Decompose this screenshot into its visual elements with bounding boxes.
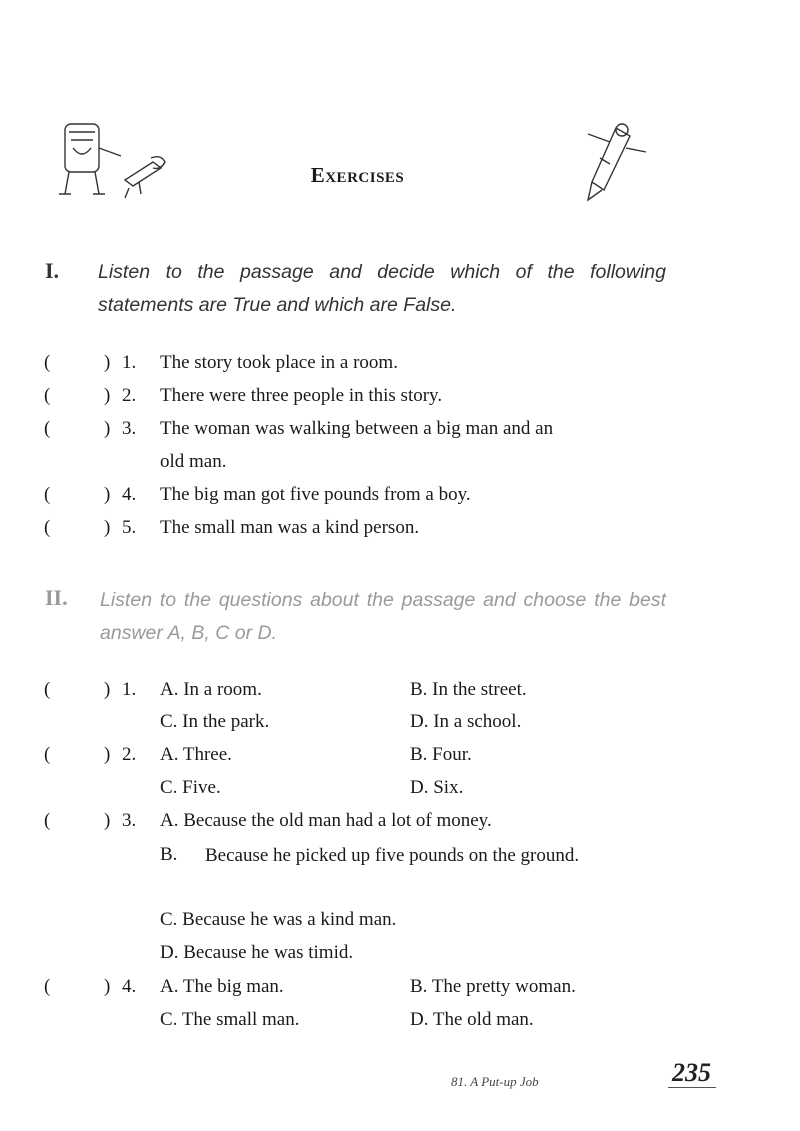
option-a: A. The big man. bbox=[160, 976, 284, 997]
statement-text: There were three people in this story. bbox=[160, 385, 443, 406]
option-c: C. The small man. bbox=[160, 1009, 300, 1030]
item-number: 5. bbox=[122, 517, 137, 538]
answer-blank-open[interactable]: ( bbox=[44, 418, 51, 439]
option-c: C. Because he was a kind man. bbox=[160, 909, 397, 930]
statement-text: The big man got five pounds from a boy. bbox=[160, 484, 471, 505]
answer-blank-open[interactable]: ( bbox=[44, 976, 51, 997]
option-b: B. Four. bbox=[410, 744, 472, 765]
option-b: B. In the street. bbox=[410, 679, 527, 700]
statement-text: The story took place in a room. bbox=[160, 352, 398, 373]
item-number: 3. bbox=[122, 418, 137, 439]
answer-blank-close: ) bbox=[104, 744, 111, 765]
section-1-number: I. bbox=[45, 258, 60, 283]
answer-blank-open[interactable]: ( bbox=[44, 352, 51, 373]
option-a: A. Because the old man had a lot of money. bbox=[160, 810, 492, 831]
option-a: A. In a room. bbox=[160, 679, 262, 700]
option-b-text: Because he picked up five pounds on the ground. bbox=[205, 845, 580, 866]
answer-blank-open[interactable]: ( bbox=[44, 810, 51, 831]
statement-text: The woman was walking between a big man and an bbox=[160, 418, 554, 439]
option-d: D. In a school. bbox=[410, 711, 522, 732]
answer-blank-close: ) bbox=[104, 418, 111, 439]
statement-text: The small man was a kind person. bbox=[160, 517, 420, 538]
page-number-underline bbox=[668, 1087, 716, 1088]
answer-blank-close: ) bbox=[104, 484, 111, 505]
option-b-letter: B. bbox=[160, 844, 178, 865]
answer-blank-open[interactable]: ( bbox=[44, 385, 51, 406]
option-c: C. Five. bbox=[160, 777, 221, 798]
answer-blank-close: ) bbox=[104, 810, 111, 831]
question-number: 4. bbox=[122, 976, 137, 997]
question-number: 3. bbox=[122, 810, 137, 831]
answer-blank-close: ) bbox=[104, 679, 111, 700]
option-a: A. Three. bbox=[160, 744, 232, 765]
statement-text-continued: old man. bbox=[160, 451, 227, 472]
answer-blank-close: ) bbox=[104, 976, 111, 997]
page-number: 235 bbox=[672, 1058, 711, 1087]
section-2-number: II. bbox=[45, 585, 68, 610]
item-number: 4. bbox=[122, 484, 137, 505]
pencil-character-illustration bbox=[578, 118, 656, 206]
answer-blank-close: ) bbox=[104, 517, 111, 538]
answer-blank-open[interactable]: ( bbox=[44, 679, 51, 700]
answer-blank-close: ) bbox=[104, 352, 111, 373]
running-footer-source: 81. A Put-up Job bbox=[451, 1074, 539, 1089]
option-d: D. Six. bbox=[410, 777, 464, 798]
page-title: Exercises bbox=[310, 163, 405, 187]
item-number: 2. bbox=[122, 385, 137, 406]
answer-blank-open[interactable]: ( bbox=[44, 517, 51, 538]
option-b: B. The pretty woman. bbox=[410, 976, 576, 997]
answer-blank-open[interactable]: ( bbox=[44, 484, 51, 505]
answer-blank-close: ) bbox=[104, 385, 111, 406]
question-number: 1. bbox=[122, 679, 137, 700]
option-c: C. In the park. bbox=[160, 711, 270, 732]
question-number: 2. bbox=[122, 744, 137, 765]
option-d: D. Because he was timid. bbox=[160, 942, 354, 963]
section-2-instruction: Listen to the questions about the passage and choose the best answer A, B, C or D. bbox=[100, 589, 666, 644]
item-number: 1. bbox=[122, 352, 137, 373]
option-d: D. The old man. bbox=[410, 1009, 534, 1030]
section-1-instruction: Listen to the passage and decide which of the following statements are True and which are False. bbox=[98, 261, 666, 316]
answer-blank-open[interactable]: ( bbox=[44, 744, 51, 765]
